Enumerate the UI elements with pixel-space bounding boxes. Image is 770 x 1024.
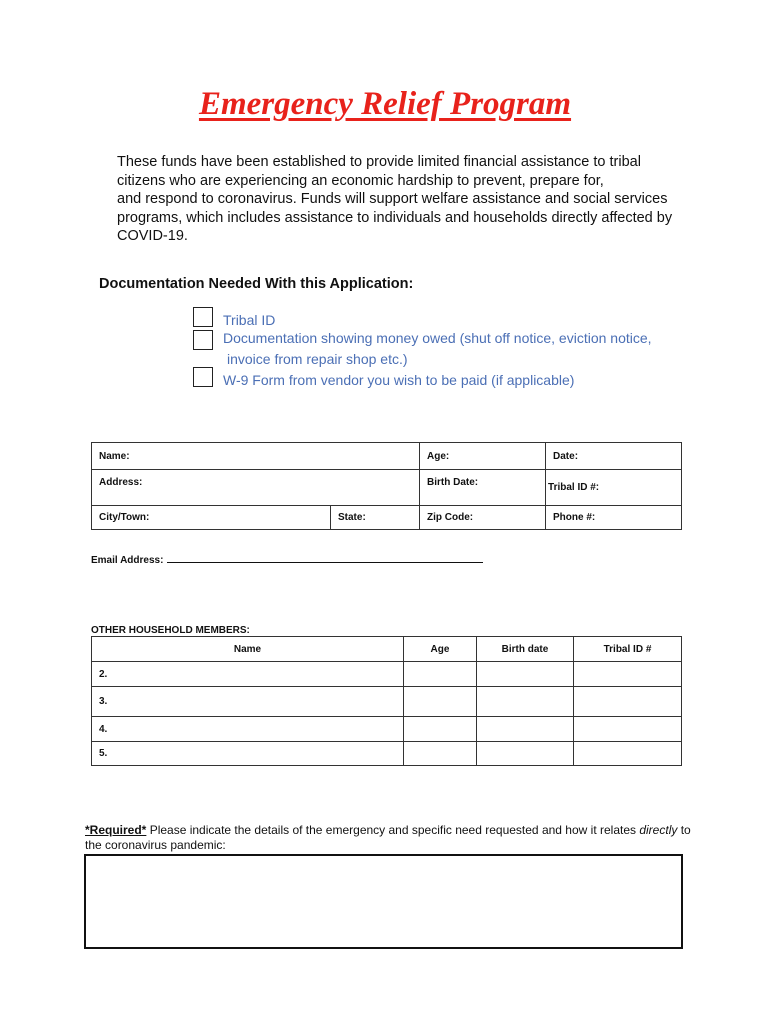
member-tribal-id-cell[interactable] xyxy=(574,687,682,717)
applicant-info-table xyxy=(91,442,682,530)
tribal-id-checkbox[interactable] xyxy=(193,307,213,327)
w9-form-label: W-9 Form from vendor you wish to be paid (if applicable) xyxy=(223,372,575,388)
required-text: Please indicate the details of the emergency and specific need requested and how it relates xyxy=(146,823,640,837)
email-address-row xyxy=(91,553,483,566)
intro-line: citizens who are experiencing an economic hardship to prevent, prepare for, xyxy=(117,172,604,189)
household-members-title: OTHER HOUSEHOLD MEMBERS: xyxy=(91,625,250,636)
name-field[interactable]: Name: xyxy=(92,443,420,470)
w9-form-checkbox[interactable] xyxy=(193,367,213,387)
member-age-cell[interactable] xyxy=(404,742,477,766)
intro-paragraph xyxy=(117,153,697,246)
column-header-name: Name xyxy=(92,637,404,662)
household-members-table xyxy=(91,636,682,766)
email-address-label: Email Address: xyxy=(91,555,164,566)
address-field[interactable]: Address: xyxy=(92,470,420,506)
date-field[interactable]: Date: xyxy=(546,443,682,470)
required-instructions xyxy=(85,823,705,853)
member-tribal-id-cell[interactable] xyxy=(574,662,682,687)
intro-line: These funds have been established to provide limited financial assistance to tribal xyxy=(117,154,641,170)
intro-line: programs, which includes assistance to individuals and households directly affected by xyxy=(117,209,673,226)
required-marker: *Required* xyxy=(85,823,147,837)
money-owed-label-continued: invoice from repair shop etc.) xyxy=(227,351,408,367)
member-name-cell[interactable]: 2. xyxy=(92,662,404,687)
member-birth-date-cell[interactable] xyxy=(477,662,574,687)
table-row xyxy=(92,687,682,717)
city-town-field[interactable]: City/Town: xyxy=(92,506,331,530)
page-title: Emergency Relief Program xyxy=(198,86,572,122)
money-owed-label: Documentation showing money owed (shut off notice, eviction notice, xyxy=(223,330,652,346)
column-header-birth-date: Birth date xyxy=(477,637,574,662)
age-field[interactable]: Age: xyxy=(420,443,546,470)
member-age-cell[interactable] xyxy=(404,717,477,742)
intro-line: and respond to coronavirus. Funds will support welfare assistance and social services xyxy=(117,191,668,207)
emergency-details-textarea[interactable] xyxy=(84,854,683,949)
member-birth-date-cell[interactable] xyxy=(477,717,574,742)
member-birth-date-cell[interactable] xyxy=(477,742,574,766)
table-row xyxy=(92,662,682,687)
member-tribal-id-cell[interactable] xyxy=(574,742,682,766)
member-tribal-id-cell[interactable] xyxy=(574,717,682,742)
member-age-cell[interactable] xyxy=(404,687,477,717)
phone-field[interactable]: Phone #: xyxy=(546,506,682,530)
email-address-field[interactable] xyxy=(167,553,483,563)
table-row xyxy=(92,742,682,766)
column-header-age: Age xyxy=(404,637,477,662)
money-owed-checkbox[interactable] xyxy=(193,330,213,350)
member-name-cell[interactable]: 3. xyxy=(92,687,404,717)
member-name-cell[interactable]: 5. xyxy=(92,742,404,766)
zip-code-field[interactable]: Zip Code: xyxy=(420,506,546,530)
member-name-cell[interactable]: 4. xyxy=(92,717,404,742)
state-field[interactable]: State: xyxy=(331,506,420,530)
required-emphasis: directly xyxy=(639,823,678,837)
table-row xyxy=(92,717,682,742)
documentation-heading: Documentation Needed With this Application: xyxy=(99,276,414,292)
birth-date-field[interactable]: Birth Date: xyxy=(420,470,546,506)
member-age-cell[interactable] xyxy=(404,662,477,687)
tribal-id-label: Tribal ID xyxy=(223,312,276,328)
tribal-id-field[interactable]: Tribal ID #: xyxy=(546,470,682,506)
member-birth-date-cell[interactable] xyxy=(477,687,574,717)
intro-line: COVID-19. xyxy=(117,228,188,244)
required-text-end: to the coronavirus pandemic: xyxy=(85,823,691,852)
column-header-tribal-id: Tribal ID # xyxy=(574,637,682,662)
